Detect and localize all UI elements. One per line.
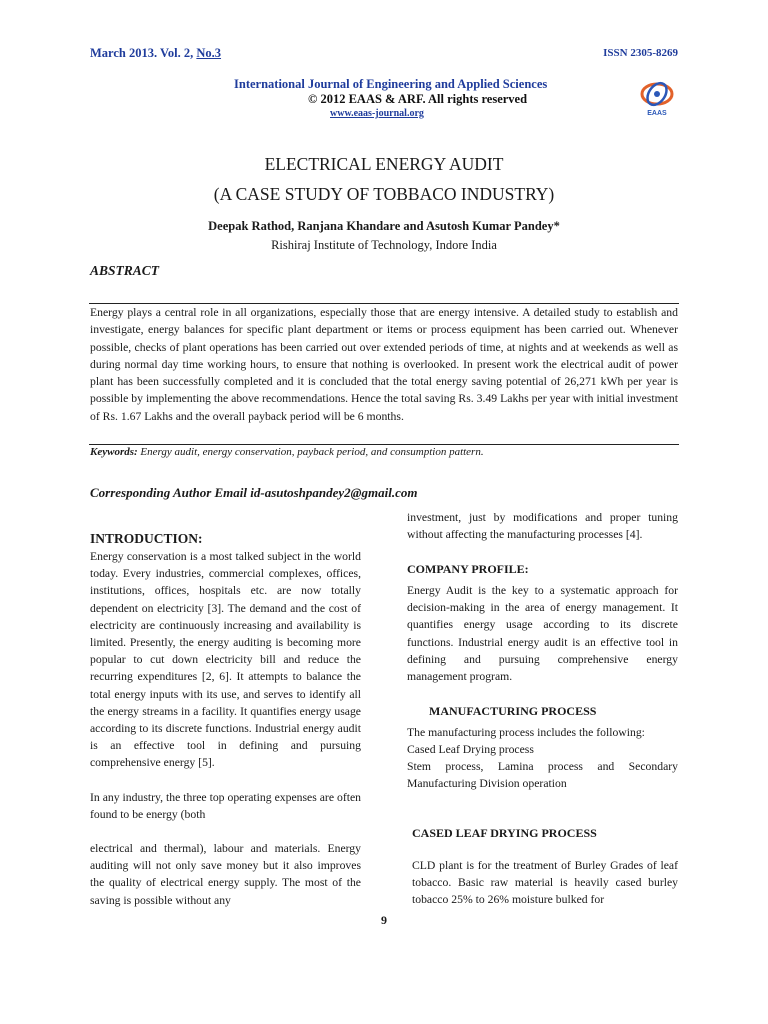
issue-info [90,46,221,61]
company-profile-heading: COMPANY PROFILE: [407,562,529,576]
company-profile-paragraph: Energy Audit is the key to a systematic approach for decision-making in the area of energy management. It quantifies energy usage according to its discrete functions. Industrial energy audit is an effective tool in defining and pursuing comprehensive energy management program. [407,584,678,684]
manufacturing-paragraph-3: Stem process, Lamina process and Secondary Manufacturing Division operation [407,760,678,791]
issue-prefix: March 2013. Vol. 2, [90,46,197,60]
journal-website-link[interactable]: www.eaas-journal.org [330,108,424,119]
continued-paragraph: investment, just by modifications and proper tuning without affecting the manufacturing processes [4]. [407,511,678,542]
copyright: © 2012 EAAS & ARF. All rights reserved [308,92,528,106]
abstract-bottom-rule [89,444,679,445]
manufacturing-heading: MANUFACTURING PROCESS [429,704,597,718]
introduction-paragraph-2: In any industry, the three top operating expenses are often found to be energy (both [90,791,361,822]
journal-name: International Journal of Engineering and Applied Sciences [234,77,548,91]
paper-title-line2: (A CASE STUDY OF TOBBACO INDUSTRY) [213,184,555,204]
keywords [90,446,680,458]
abstract-heading: ABSTRACT [90,263,160,278]
keywords-label: Keywords: [90,446,138,458]
issue-number-link[interactable]: No.3 [196,46,222,60]
keywords-text: Energy audit, energy conservation, payback period, and consumption pattern. [137,446,484,458]
paper-title-line1: ELECTRICAL ENERGY AUDIT [264,154,504,174]
affiliation: Rishiraj Institute of Technology, Indore India [271,238,497,252]
cld-paragraph: CLD plant is for the treatment of Burley Grades of leaf tobacco. Basic raw material is heavily cased burley tobacco 25% to 26% moisture bulked for [412,859,678,907]
abstract-body: Energy plays a central role in all organizations, especially those that are energy intensive. A detailed study to establish and investigate, energy balances for specific plant department or items or process equipment has been carried out. Whenever possible, checks of plant operations has been carried out over extended periods of time, at nights and at weekends as well as during normal day time working hours, to ensure that nothing is overlooked. In present work the electrical audit of power plant has been successfully completed and it is concluded that the total energy saving potential of 26,271 kWh per year is possible by implementing the above recommendations. Hence the total saving Rs. 3.49 Lakhs per year with initial investment of Rs. 1.67 Lakhs and the overall payback period will be 6 months. [90,306,678,423]
logo-text: EAAS [647,110,667,117]
manufacturing-paragraph-1: The manufacturing process includes the following: [407,726,645,739]
introduction-paragraph-3: electrical and thermal), labour and materials. Energy auditing will not only save money but it also improves the quality of electrical energy supply. The most of the saving is possible without any [90,842,361,907]
cld-heading: CASED LEAF DRYING PROCESS [412,826,597,840]
page-number: 9 [381,913,387,927]
issn: ISSN 2305-8269 [603,47,678,59]
introduction-heading: INTRODUCTION: [90,531,203,546]
manufacturing-paragraph-2: Cased Leaf Drying process [407,743,534,756]
authors: Deepak Rathod, Ranjana Khandare and Asutosh Kumar Pandey* [208,219,560,233]
introduction-paragraph-1: Energy conservation is a most talked subject in the world today. Every industries, commercial complexes, offices, institutions, offices, hospitals etc. are now totally dependent on electricity [3]. The demand and the cost of electricity are continuously increasing and availability is limited. Presently, the energy auditing is becoming more popular to cut down electricity bill and reduce the recurring expenditures [2, 6]. It attempts to balance the total energy inputs with its use, and serves to identify all the energy streams in a facility. It quantifies energy usage according to its discrete functions. Industrial energy audit is an effective tool in defining and pursuing comprehensive energy [5]. [90,550,361,770]
corresponding-author: Corresponding Author Email id-asutoshpandey2@gmail.com [90,485,418,500]
eaas-logo [637,80,677,122]
